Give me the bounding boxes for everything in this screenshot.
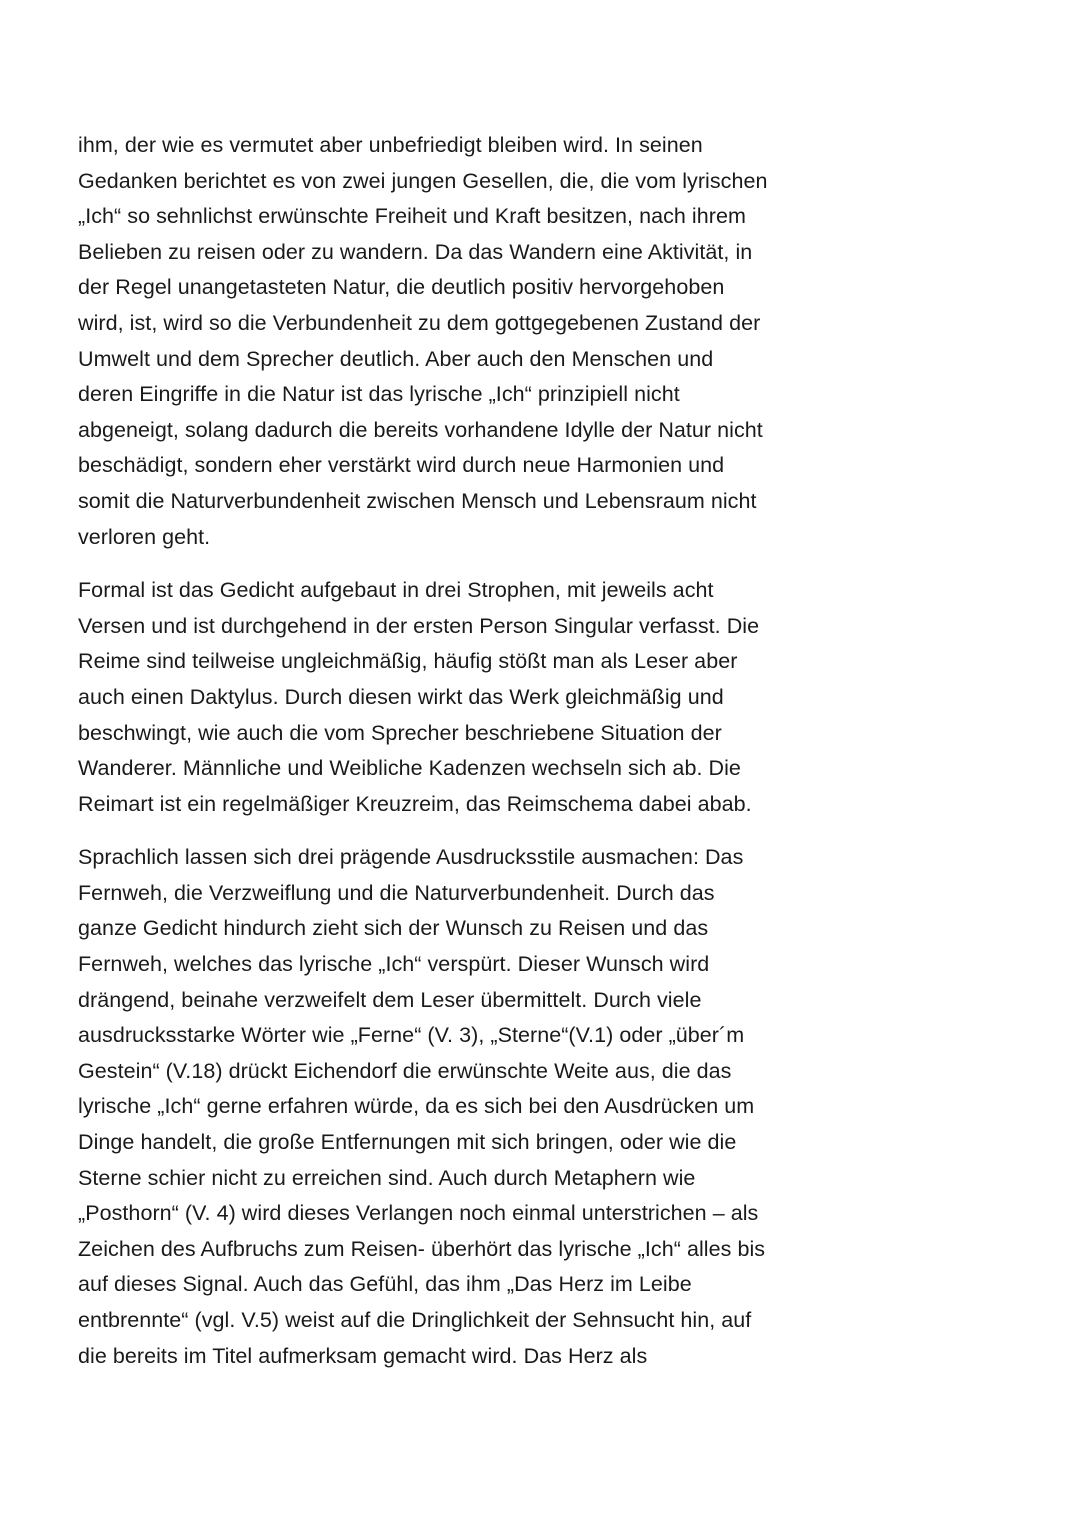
text-line: ihm, der wie es vermutet aber unbefriedigt bleiben wird. In seinen <box>78 133 703 157</box>
text-line: Wanderer. Männliche und Weibliche Kadenzen wechseln sich ab. Die <box>78 756 741 781</box>
text-line: Gestein“ (V.18) drückt Eichendorf die erwünschte Weite aus, die das <box>78 1058 732 1083</box>
text-line: beschädigt, sondern eher verstärkt wird durch neue Harmonien und <box>78 453 725 478</box>
text-line: Formal ist das Gedicht aufgebaut in drei Strophen, mit jeweils acht <box>78 578 714 603</box>
text-line: Sprachlich lassen sich drei prägende Ausdrucksstile ausmachen: Das <box>78 845 744 870</box>
text-line: der Regel unangetasteten Natur, die deutlich positiv hervorgehoben <box>78 275 725 300</box>
text-line: Zeichen des Aufbruchs zum Reisen- überhört das lyrische „Ich“ alles bis <box>78 1236 766 1261</box>
text-line: Reime sind teilweise ungleichmäßig, häufig stößt man als Leser aber <box>78 649 738 674</box>
text-line: Reimart ist ein regelmäßiger Kreuzreim, das Reimschema dabei abab. <box>78 791 752 816</box>
text-line: somit die Naturverbundenheit zwischen Mensch und Lebensraum nicht <box>78 488 757 513</box>
text-line: Dinge handelt, die große Entfernungen mit sich bringen, oder wie die <box>78 1130 737 1155</box>
text-line: wird, ist, wird so die Verbundenheit zu dem gottgegebenen Zustand der <box>78 310 761 335</box>
text-line: drängend, beinahe verzweifelt dem Leser übermittelt. Durch viele <box>78 987 702 1012</box>
text-line: verloren geht. <box>78 524 211 549</box>
text-line: Fernweh, welches das lyrische „Ich“ verspürt. Dieser Wunsch wird <box>78 952 710 977</box>
text-line: Umwelt und dem Sprecher deutlich. Aber auch den Menschen und <box>78 346 714 371</box>
paragraph-1 <box>78 128 838 555</box>
body-text <box>78 128 838 1374</box>
text-line: Gedanken berichtet es von zwei jungen Gesellen, die, die vom lyrischen <box>78 168 768 193</box>
paragraph-2 <box>78 573 838 822</box>
text-line: Fernweh, die Verzweiflung und die Naturverbundenheit. Durch das <box>78 880 715 905</box>
text-line: lyrische „Ich“ gerne erfahren würde, da es sich bei den Ausdrücken um <box>78 1094 755 1119</box>
text-line: deren Eingriffe in die Natur ist das lyrische „Ich“ prinzipiell nicht <box>78 382 680 407</box>
text-line: „Posthorn“ (V. 4) wird dieses Verlangen noch einmal unterstrichen – als <box>78 1201 759 1226</box>
text-line: „Ich“ so sehnlichst erwünschte Freiheit und Kraft besitzen, nach ihrem <box>78 204 746 229</box>
text-line: Versen und ist durchgehend in der ersten Person Singular verfasst. Die <box>78 613 760 638</box>
text-line: die bereits im Titel aufmerksam gemacht wird. Das Herz als <box>78 1343 648 1368</box>
text-line: Sterne schier nicht zu erreichen sind. Auch durch Metaphern wie <box>78 1165 696 1190</box>
paragraph-3 <box>78 840 838 1374</box>
text-line: entbrennte“ (vgl. V.5) weist auf die Dringlichkeit der Sehnsucht hin, auf <box>78 1308 752 1332</box>
text-line: ausdrucksstarke Wörter wie „Ferne“ (V. 3), „Sterne“(V.1) oder „über´m <box>78 1023 745 1048</box>
text-line: beschwingt, wie auch die vom Sprecher beschriebene Situation der <box>78 720 722 745</box>
text-line: auch einen Daktylus. Durch diesen wirkt das Werk gleichmäßig und <box>78 684 724 709</box>
text-line: Belieben zu reisen oder zu wandern. Da das Wandern eine Aktivität, in <box>78 239 753 264</box>
text-line: ganze Gedicht hindurch zieht sich der Wunsch zu Reisen und das <box>78 916 709 941</box>
text-line: abgeneigt, solang dadurch die bereits vorhandene Idylle der Natur nicht <box>78 417 763 442</box>
text-line: auf dieses Signal. Auch das Gefühl, das ihm „Das Herz im Leibe <box>78 1272 692 1297</box>
